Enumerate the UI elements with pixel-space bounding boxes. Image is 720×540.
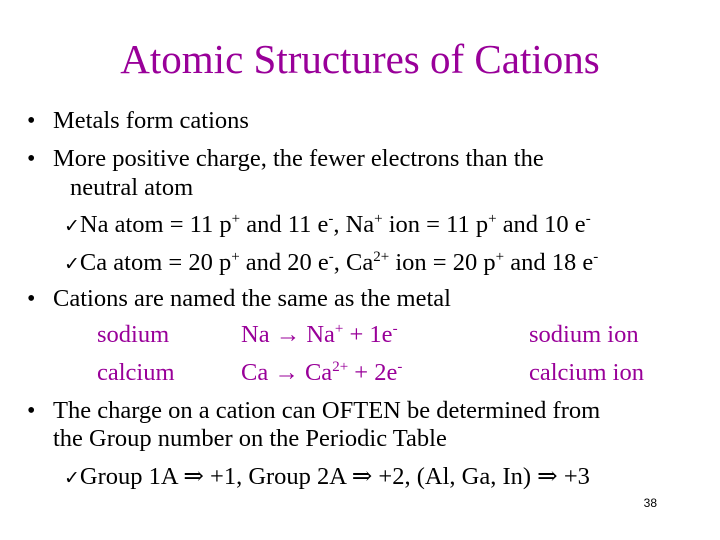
bullet-marker: •	[27, 286, 36, 312]
text-segment: and 18 e	[504, 249, 594, 276]
text-segment: ion = 11 p	[382, 211, 489, 238]
bullet-marker: •	[27, 398, 36, 424]
bullet-metals-form-cations: Metals form cations	[53, 107, 249, 134]
check-icon: ✓	[64, 215, 80, 237]
text-segment: , Ca	[333, 249, 374, 276]
bullet-charge-determined-cont: the Group number on the Periodic Table	[53, 425, 447, 452]
superscript: 2+	[373, 249, 390, 265]
element-name-sodium: sodium	[97, 321, 170, 348]
text-segment: Group 1A ⇒ +1, Group 2A ⇒ +2, (Al, Ga, In) ⇒ +3	[79, 463, 590, 490]
text-segment: Ca atom = 20 p	[79, 249, 232, 276]
bullet-cations-named: Cations are named the same as the metal	[53, 285, 451, 312]
superscript: -	[392, 321, 398, 337]
superscript: +	[231, 211, 241, 227]
superscript: 2+	[332, 359, 349, 375]
ion-name-sodium: sodium ion	[529, 321, 639, 348]
bullet-marker: •	[27, 108, 36, 134]
superscript: -	[585, 211, 591, 227]
check-icon: ✓	[64, 467, 80, 489]
text-segment: Ca → Ca	[241, 359, 333, 386]
text-segment: and 10 e	[496, 211, 586, 238]
ion-name-calcium: calcium ion	[529, 359, 644, 386]
text-segment: Na → Na	[241, 321, 335, 348]
text-segment: Na atom = 11 p	[79, 211, 232, 238]
page-number: 38	[643, 496, 657, 510]
superscript: -	[328, 211, 334, 227]
check-icon: ✓	[64, 253, 80, 275]
superscript: +	[334, 321, 344, 337]
text-segment: and 20 e	[239, 249, 329, 276]
superscript: +	[495, 249, 505, 265]
text-segment: , Na	[333, 211, 375, 238]
element-name-calcium: calcium	[97, 359, 175, 386]
superscript: -	[593, 249, 599, 265]
sub-bullet-calcium-atom	[64, 248, 598, 279]
sub-bullet-group-charges	[64, 462, 590, 493]
bullet-marker: •	[27, 146, 36, 172]
equation-sodium	[241, 320, 398, 350]
bullet-more-positive-charge-cont: neutral atom	[70, 174, 194, 201]
superscript: +	[488, 211, 497, 227]
text-segment: + 1e	[343, 321, 393, 348]
sub-bullet-sodium-atom	[64, 210, 591, 241]
superscript: -	[397, 359, 403, 375]
text-segment: ion = 20 p	[389, 249, 496, 276]
superscript: +	[231, 249, 240, 265]
text-segment: + 2e	[348, 359, 398, 386]
slide-title: Atomic Structures of Cations	[120, 36, 600, 82]
bullet-charge-determined: The charge on a cation can OFTEN be determined from	[53, 397, 601, 424]
equation-calcium	[241, 358, 402, 388]
superscript: +	[374, 211, 383, 227]
superscript: -	[328, 249, 334, 265]
text-segment: and 11 e	[240, 211, 329, 238]
bullet-more-positive-charge: More positive charge, the fewer electrons than the	[53, 145, 544, 172]
